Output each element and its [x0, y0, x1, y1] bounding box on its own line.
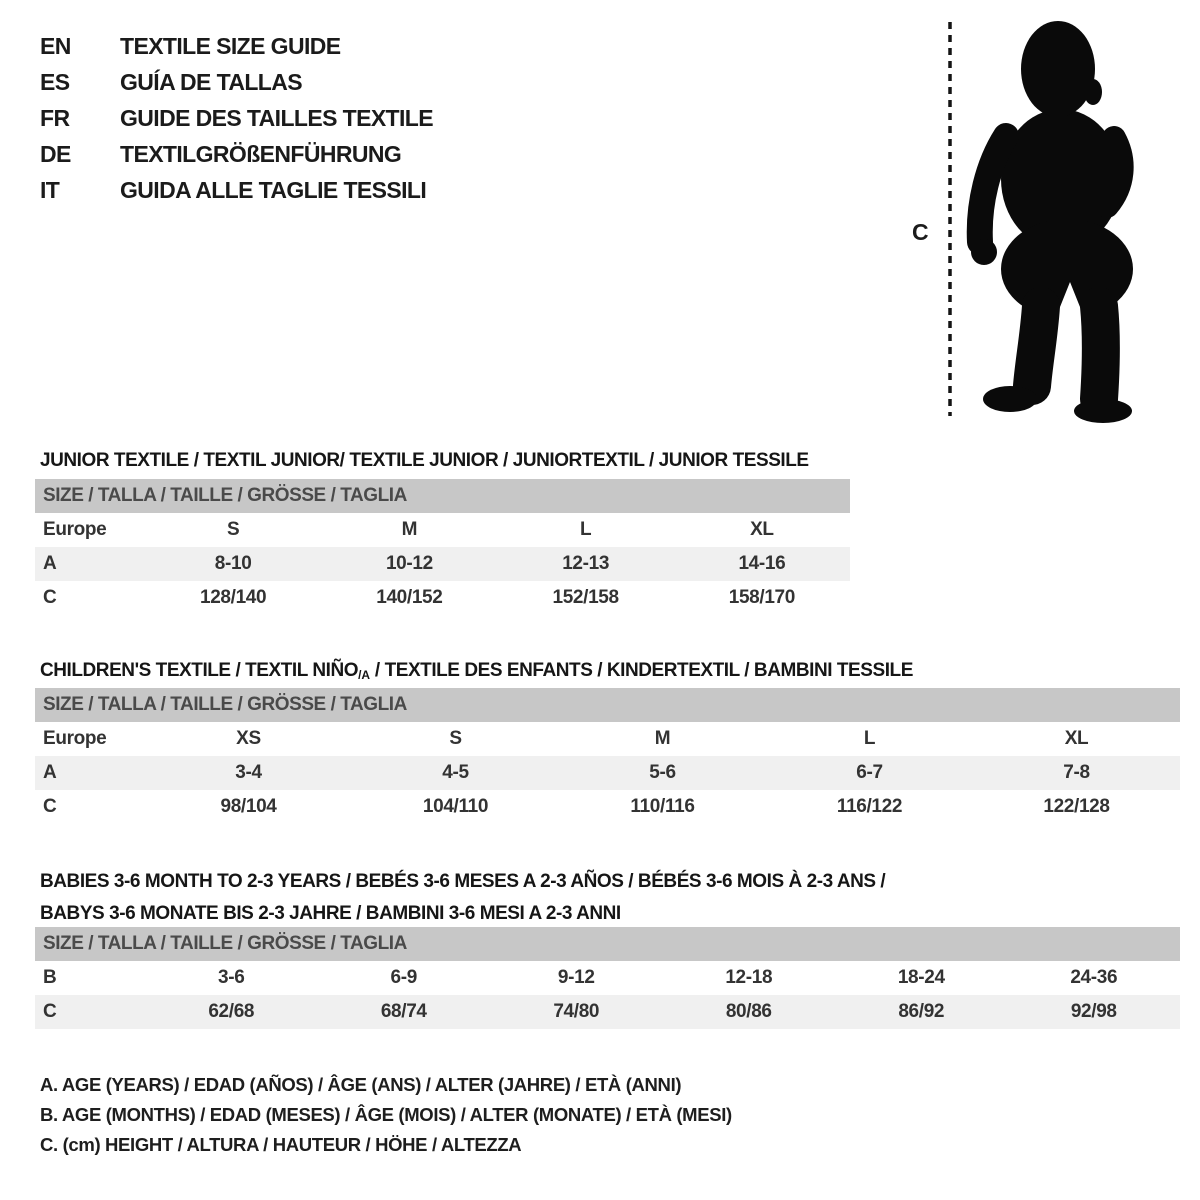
children-section-title	[40, 660, 913, 686]
table-row-age	[35, 756, 1180, 790]
table-cell: 92/98	[1070, 1001, 1117, 1022]
language-row-de	[40, 136, 433, 172]
table-cell: 62/68	[208, 1001, 255, 1022]
children-size-table	[35, 688, 1180, 824]
table-row-height	[35, 581, 850, 615]
table-cell: 18-24	[897, 967, 945, 988]
table-cell: 3-6	[218, 967, 245, 988]
language-code: ES	[40, 68, 70, 95]
table-cell: 6-9	[390, 967, 417, 988]
language-code: EN	[40, 32, 71, 59]
table-cell: 86/92	[898, 1001, 945, 1022]
table-cell: 12-13	[562, 553, 610, 574]
table-cell: 140/152	[376, 587, 443, 608]
babies-size-table	[35, 927, 1180, 1029]
language-title: GUIDE DES TAILLES TEXTILE	[120, 104, 433, 131]
table-cell: 6-7	[856, 762, 883, 783]
language-title: TEXTILE SIZE GUIDE	[120, 32, 341, 59]
table-cell: XL	[750, 519, 774, 540]
table-header: SIZE / TALLA / TAILLE / GRÖSSE / TAGLIA	[35, 927, 1180, 961]
row-label: A	[43, 762, 57, 783]
children-title-text: / TEXTILE DES ENFANTS / KINDERTEXTIL / BAMBINI TESSILE	[370, 659, 913, 681]
table-cell: 5-6	[649, 762, 676, 783]
toddler-silhouette-icon	[940, 14, 1150, 424]
language-title: TEXTILGRÖßENFÜHRUNG	[120, 140, 402, 167]
children-title-text: CHILDREN'S TEXTILE / TEXTIL NIÑO	[40, 659, 359, 681]
table-cell: 8-10	[214, 553, 252, 574]
table-row-age	[35, 547, 850, 581]
row-label: C	[43, 1001, 57, 1022]
table-cell: 98/104	[220, 796, 277, 817]
row-label: A	[43, 553, 57, 574]
language-header	[40, 28, 433, 208]
legend-line-c: C. (cm) HEIGHT / ALTURA / HAUTEUR / HÖHE / ALTEZZA	[40, 1134, 522, 1155]
table-cell: XL	[1064, 728, 1089, 749]
row-label: Europe	[43, 519, 107, 540]
babies-section-title	[40, 866, 885, 930]
table-cell: 110/116	[630, 796, 695, 817]
children-title-sub: /A	[358, 667, 371, 682]
table-cell: 10-12	[385, 553, 433, 574]
table-cell: 74/80	[553, 1001, 600, 1022]
table-cell: 158/170	[728, 587, 795, 608]
table-cell: M	[401, 519, 418, 540]
table-cell: 68/74	[380, 1001, 427, 1022]
junior-section-title: JUNIOR TEXTILE / TEXTIL JUNIOR/ TEXTILE JUNIOR / JUNIORTEXTIL / JUNIOR TESSILE	[40, 449, 809, 471]
language-row-es	[40, 64, 433, 100]
height-measure-label: C	[912, 219, 929, 245]
table-cell: 128/140	[200, 587, 267, 608]
table-cell: 104/110	[422, 796, 489, 817]
legend-line-b: B. AGE (MONTHS) / EDAD (MESES) / ÂGE (MOIS) / ALTER (MONATE) / ETÀ (MESI)	[40, 1104, 732, 1125]
table-cell: 3-4	[235, 762, 262, 783]
legend-line-a: A. AGE (YEARS) / EDAD (AÑOS) / ÂGE (ANS) / ALTER (JAHRE) / ETÀ (ANNI)	[40, 1074, 682, 1095]
table-header: SIZE / TALLA / TAILLE / GRÖSSE / TAGLIA	[35, 479, 850, 513]
table-cell: 24-36	[1070, 967, 1118, 988]
language-code: IT	[40, 176, 60, 203]
table-row-age-months	[35, 961, 1180, 995]
table-cell: 9-12	[557, 967, 595, 988]
table-cell: 152/158	[552, 587, 619, 608]
table-cell: 12-18	[725, 967, 773, 988]
junior-size-table	[35, 479, 850, 615]
table-cell: 122/128	[1043, 796, 1110, 817]
table-cell: 7-8	[1063, 762, 1090, 783]
table-cell: 4-5	[442, 762, 469, 783]
babies-title-line2: BABYS 3-6 MONATE BIS 2-3 JAHRE / BAMBINI 3-6 MESI A 2-3 ANNI	[40, 902, 621, 924]
language-row-fr	[40, 100, 433, 136]
table-cell: XS	[236, 728, 261, 749]
table-row-height	[35, 790, 1180, 824]
language-title: GUIDA ALLE TAGLIE TESSILI	[120, 176, 427, 203]
table-cell: L	[579, 519, 592, 540]
language-code: DE	[40, 140, 71, 167]
row-label: C	[43, 796, 57, 817]
row-label: B	[43, 967, 57, 988]
table-cell: 14-16	[738, 553, 786, 574]
table-row-europe	[35, 513, 850, 547]
toddler-body	[971, 21, 1133, 423]
babies-title-line1: BABIES 3-6 MONTH TO 2-3 YEARS / BEBÉS 3-6 MESES A 2-3 AÑOS / BÉBÉS 3-6 MOIS À 2-3 ANS /	[40, 870, 886, 892]
row-label: C	[43, 587, 57, 608]
row-label: Europe	[43, 728, 107, 749]
table-cell: S	[226, 519, 240, 540]
table-cell: S	[449, 728, 462, 749]
table-cell: 116/122	[836, 796, 903, 817]
legend	[40, 1070, 732, 1160]
table-header: SIZE / TALLA / TAILLE / GRÖSSE / TAGLIA	[35, 688, 1180, 722]
language-title: GUÍA DE TALLAS	[120, 68, 302, 95]
language-row-en	[40, 28, 433, 64]
language-code: FR	[40, 104, 70, 131]
table-row-europe	[35, 722, 1180, 756]
table-cell: M	[654, 728, 671, 749]
language-row-it	[40, 172, 433, 208]
table-row-height	[35, 995, 1180, 1029]
table-cell: L	[863, 728, 876, 749]
table-cell: 80/86	[725, 1001, 772, 1022]
